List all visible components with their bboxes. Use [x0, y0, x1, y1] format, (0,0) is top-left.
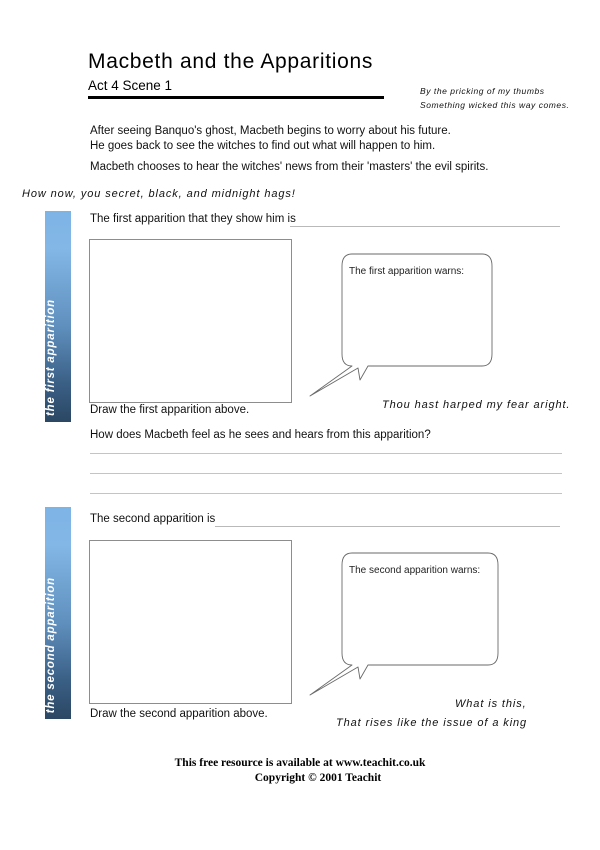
answer-line[interactable] — [90, 473, 562, 474]
answer-line[interactable] — [90, 493, 562, 494]
footer — [0, 756, 600, 786]
sidebar-tab-first-inner — [45, 211, 71, 422]
first-apparition-prompt: The first apparition that they show him is — [90, 213, 296, 225]
second-apparition-fill-line[interactable] — [215, 526, 560, 527]
intro-paragraph — [90, 124, 451, 153]
sidebar-tab-second-apparition — [45, 507, 71, 719]
intro-line-1: After seeing Banquo's ghost, Macbeth begins to worry about his future. — [90, 125, 451, 137]
answer-line[interactable] — [90, 453, 562, 454]
epigraph-line-2: Something wicked this way comes. — [420, 100, 570, 110]
first-apparition-speech-bubble — [300, 244, 590, 419]
title-underline-rule — [88, 96, 384, 99]
sidebar-tab-first-label: the first apparition — [45, 299, 57, 416]
page-subtitle: Act 4 Scene 1 — [88, 78, 173, 93]
second-apparition-play-quote-line-2: That rises like the issue of a king — [336, 717, 528, 729]
epigraph — [420, 84, 569, 112]
second-apparition-caption: Draw the second apparition above. — [90, 708, 268, 720]
second-apparition-drawing-box[interactable] — [89, 540, 292, 704]
second-bubble-label: The second apparition warns: — [349, 565, 481, 576]
second-apparition-speech-bubble — [300, 543, 590, 718]
sidebar-tab-first-apparition — [45, 211, 71, 422]
sidebar-tab-second-label: the second apparition — [45, 576, 57, 713]
sidebar-tab-second-inner — [45, 507, 71, 719]
first-bubble-label: The first apparition warns: — [349, 266, 465, 277]
second-apparition-prompt: The second apparition is — [90, 513, 216, 525]
epigraph-line-1: By the pricking of my thumbs — [420, 86, 545, 96]
footer-resource-line: This free resource is available at www.teachit.co.uk — [174, 757, 426, 769]
witches-quote: How now, you secret, black, and midnight hags! — [22, 188, 296, 200]
first-apparition-drawing-box[interactable] — [89, 239, 292, 403]
first-apparition-caption: Draw the first apparition above. — [90, 404, 250, 416]
first-apparition-fill-line[interactable] — [290, 226, 560, 227]
intro-paragraph-2: Macbeth chooses to hear the witches' news from their 'masters' the evil spirits. — [90, 161, 489, 173]
first-apparition-play-quote: Thou hast harped my fear aright. — [382, 399, 571, 411]
footer-copyright-line: Copyright © 2001 Teachit — [254, 772, 382, 784]
page-title: Macbeth and the Apparitions — [88, 50, 374, 73]
first-apparition-question: How does Macbeth feel as he sees and hears from this apparition? — [90, 429, 431, 441]
second-apparition-play-quote-line-1: What is this, — [455, 698, 527, 710]
intro-line-2: He goes back to see the witches to find out what will happen to him. — [90, 139, 436, 152]
